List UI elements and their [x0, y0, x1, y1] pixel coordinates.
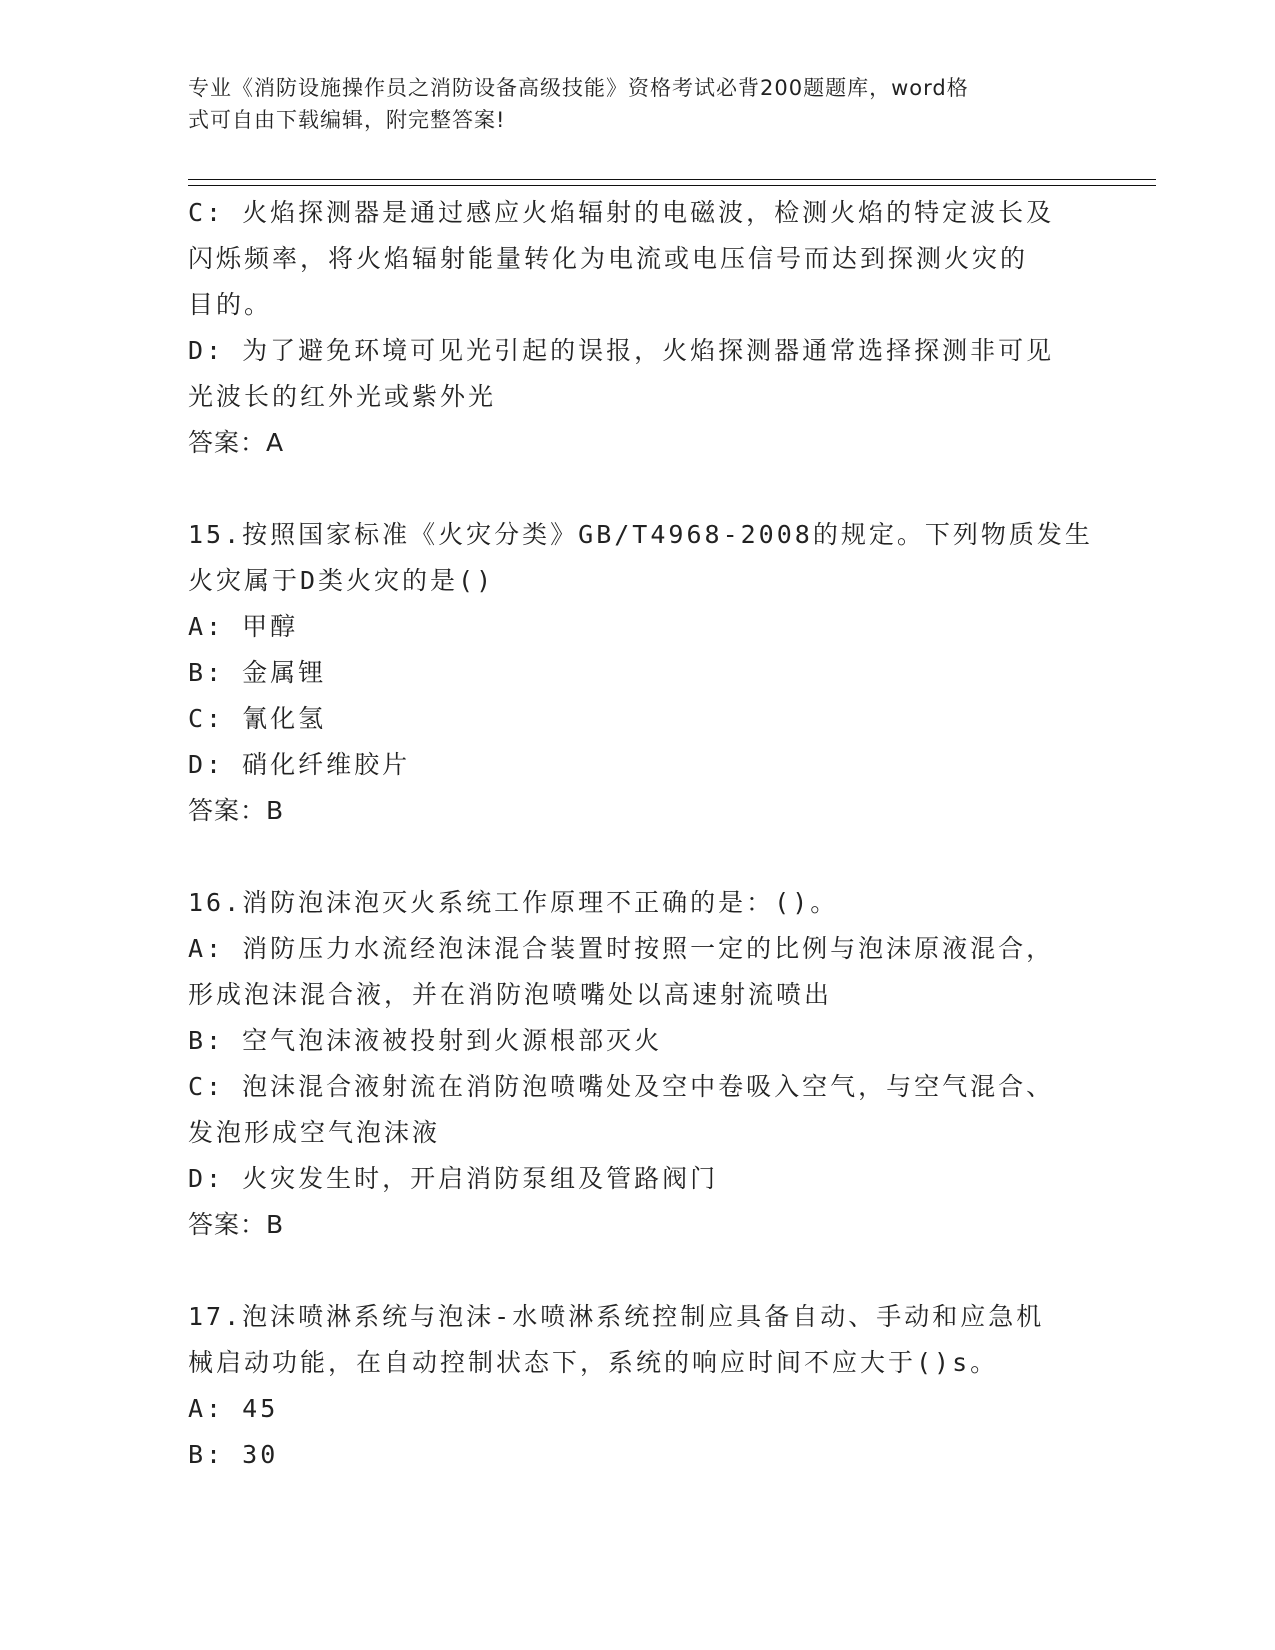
prev-question — [188, 190, 1088, 466]
document-body — [188, 190, 1093, 1478]
spacer — [188, 834, 1088, 880]
option-c-line: 目的。 — [188, 290, 273, 319]
question-16 — [188, 880, 1088, 1248]
option-d: D: 火灾发生时，开启消防泵组及管路阀门 — [188, 1164, 719, 1193]
option-c-line: 闪烁频率，将火焰辐射能量转化为电流或电压信号而达到探测火灾的 — [188, 244, 1029, 273]
option-c-line: C: 火焰探测器是通过感应火焰辐射的电磁波，检测火焰的特定波长及 — [188, 198, 1055, 227]
option-b: B: 空气泡沫液被投射到火源根部灭火 — [188, 1026, 663, 1055]
document-header — [188, 72, 1088, 136]
answer-label: 答案：A — [188, 428, 285, 457]
question-15 — [188, 512, 1093, 834]
option-c: C: 泡沫混合液射流在消防泡喷嘴处及空中卷吸入空气，与空气混合、 — [188, 1072, 1055, 1101]
spacer — [188, 466, 1088, 512]
option-d: D: 硝化纤维胶片 — [188, 750, 411, 779]
header-line-2: 式可自由下载编辑，附完整答案! — [188, 108, 506, 132]
question-stem: 17.泡沫喷淋系统与泡沫-水喷淋系统控制应具备自动、手动和应急机 — [188, 1302, 1045, 1331]
option-c: C: 氰化氢 — [188, 704, 327, 733]
option-b: B: 30 — [188, 1440, 279, 1469]
header-rule-top — [188, 179, 1156, 180]
question-stem: 火灾属于D类火灾的是() — [188, 566, 495, 595]
spacer — [188, 1248, 1088, 1294]
option-d-line: D: 为了避免环境可见光引起的误报，火焰探测器通常选择探测非可见 — [188, 336, 1055, 365]
question-stem: 16.消防泡沫泡灭火系统工作原理不正确的是：()。 — [188, 888, 839, 917]
option-a-continued: 形成泡沫混合液，并在消防泡喷嘴处以高速射流喷出 — [188, 980, 833, 1009]
header-line-1: 专业《消防设施操作员之消防设备高级技能》资格考试必背200题题库，word格 — [188, 76, 969, 100]
question-stem: 械启动功能，在自动控制状态下，系统的响应时间不应大于()s。 — [188, 1348, 999, 1377]
option-b: B: 金属锂 — [188, 658, 327, 687]
header-rule-bottom — [188, 185, 1156, 186]
option-a: A: 甲醇 — [188, 612, 299, 641]
question-17 — [188, 1294, 1088, 1478]
answer-label: 答案：B — [188, 1210, 285, 1239]
answer-label: 答案：B — [188, 796, 285, 825]
question-stem: 15.按照国家标准《火灾分类》GB/T4968-2008的规定。下列物质发生 — [188, 520, 1093, 549]
option-d-line: 光波长的红外光或紫外光 — [188, 382, 497, 411]
option-a: A: 消防压力水流经泡沫混合装置时按照一定的比例与泡沫原液混合， — [188, 934, 1055, 963]
option-a: A: 45 — [188, 1394, 279, 1423]
option-c-continued: 发泡形成空气泡沫液 — [188, 1118, 441, 1147]
